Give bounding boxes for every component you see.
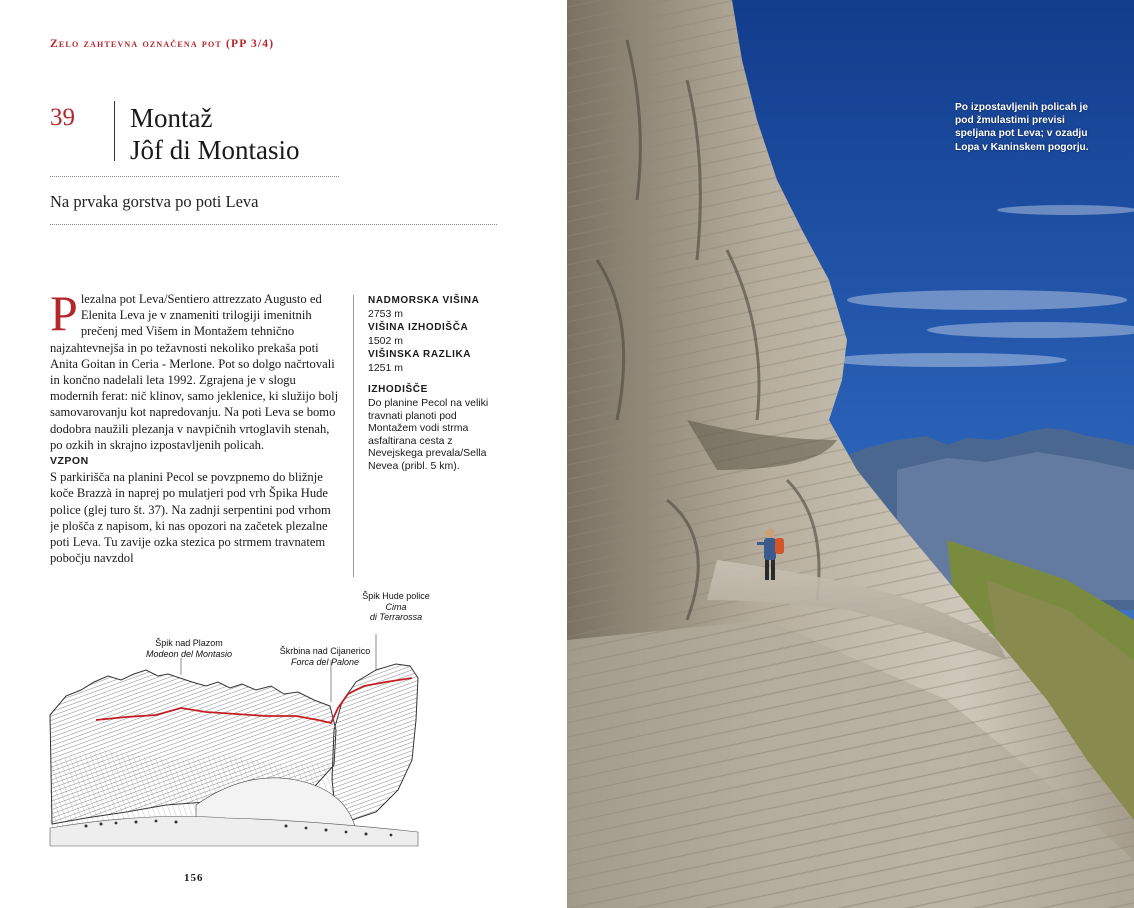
peak1-label: [124, 638, 254, 659]
vzpon-heading: VZPON: [50, 455, 89, 468]
start-height-value: 1502 m: [368, 335, 404, 347]
tour-title-line2: Jôf di Montasio: [130, 135, 300, 165]
peak1-italian: Modeon del Montasio: [145, 648, 233, 659]
height-diff-label: VIŠINSKA RAZLIKA: [368, 349, 472, 360]
peak2-italian: Forca del Palone: [290, 656, 360, 667]
right-peak-outline: [332, 664, 418, 820]
intro-paragraph: [50, 291, 340, 453]
mountain-sketch: [46, 590, 426, 848]
tour-title: [130, 102, 300, 166]
height-diff-value: 1251 m: [368, 362, 404, 374]
peak3-label: [356, 591, 436, 623]
vzpon-section: [50, 453, 340, 566]
start-point-label: IZHODIŠČE: [368, 384, 428, 395]
info-sidebar: [368, 294, 496, 472]
start-height-label: VIŠINA IZHODIŠČA: [368, 322, 469, 333]
vzpon-text: S parkirišča na planini Pecol se povzpnemo do bližnje koče Brazzà in naprej po mulatjeri pod vrh Špika Hude police (glej turo št. 37). Na zadnji serpentini pod vrhom je plošča z napisom, ki nas opozori na začetek plezalne poti Leva. Tu zavije ozka stezica po strmem travnatem pobočju navzdol: [50, 470, 331, 566]
photo-caption: Po izpostavljenih policah je pod žmulastimi previsi speljana pot Leva; v ozadju Lopa v Kaninskem pogorju.: [955, 102, 1089, 153]
elevation-value: 2753 m: [368, 308, 404, 320]
peak3-italian-1: Cima: [385, 601, 407, 612]
page-number: 156: [184, 872, 204, 884]
tour-subtitle: Na prvaka gorstva po poti Leva: [50, 192, 259, 211]
peak3-name: Špik Hude police: [362, 591, 430, 601]
body-text: [50, 291, 340, 581]
column-divider: [353, 295, 354, 577]
peak3-italian-2: di Terrarossa: [369, 612, 423, 622]
peak2-label: [260, 646, 390, 667]
section-header: Zelo zahtevna označena pot (PP 3/4): [50, 38, 275, 50]
route-illustration: [46, 590, 430, 848]
title-divider: [114, 101, 115, 161]
peak1-name: Špik nad Plazom: [155, 638, 223, 648]
right-page: [567, 0, 1134, 908]
tour-title-line1: Montaž: [130, 103, 213, 133]
intro-text: lezalna pot Leva/Sentiero attrezzato Augusto ed Elenita Leva je v znameniti trilogiji imenitnih prečenj med Višem in Montažem tehnično najzahtevnejša in po težavnosti nekoliko prekaša poti Anita Goitan in Ceria - Merlone. Pot so dolgo načrtovali in končno nadelali leta 1992. Zgrajena je v slogu modernih ferat: nič klinov, samo jeklenice, ki služijo bolj samovarovanju kot napredovanju. Na poti Leva se bomo dodobra naužili plezanja v navpičnih vrtoglavih stenah, po ozkih in skrajno izpostavljenih policah.: [50, 292, 339, 452]
tour-number: 39: [50, 104, 75, 131]
elevation-label: NADMORSKA VIŠINA: [368, 295, 480, 306]
dropcap: P: [50, 291, 78, 341]
title-rule: [50, 176, 339, 177]
peak2-name: Škrbina nad Cijanerico: [279, 646, 371, 656]
subtitle-rule: [50, 224, 497, 225]
start-point-text: Do planine Pecol na veliki travnati planoti pod Montažem vodi strma asfaltirana cesta z Nevejskega prevala/Sella Nevea (pribl. 5 km).: [368, 397, 489, 472]
